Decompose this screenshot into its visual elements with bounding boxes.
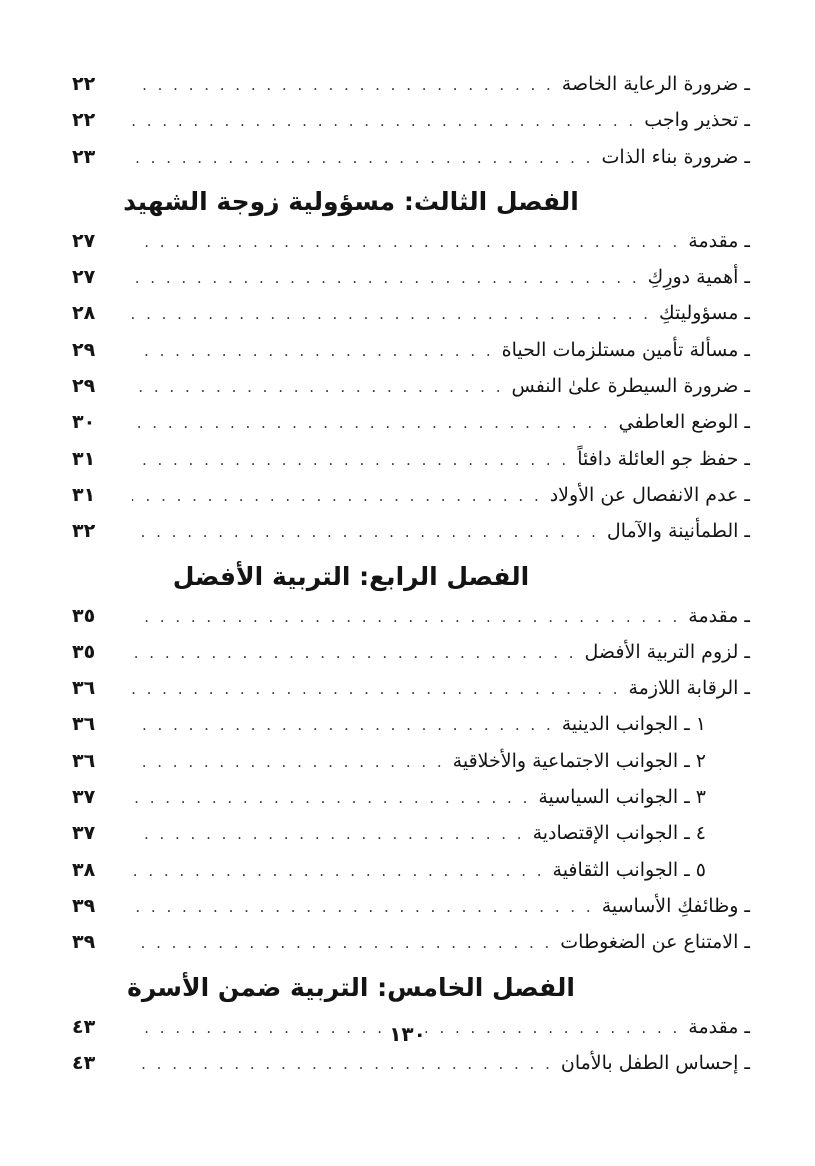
toc-entry-page: ٣٧	[72, 786, 96, 809]
toc-entry	[72, 670, 750, 706]
toc-entry	[72, 1045, 750, 1081]
dot-leader	[132, 599, 680, 635]
toc-entry	[72, 223, 750, 259]
dot-leader	[132, 103, 636, 139]
dot-leader	[132, 224, 680, 260]
toc-group	[72, 706, 750, 887]
dot-leader	[132, 671, 621, 707]
toc-entry-page: ٢٧	[72, 229, 96, 252]
toc-entry-page: ٣١	[72, 483, 96, 506]
toc-entry	[72, 404, 750, 440]
toc-entry-page: ٢٩	[72, 375, 96, 398]
dot-leader	[132, 405, 611, 441]
dot-leader	[132, 442, 569, 478]
chapter-heading: الفصل الثالث: مسؤولية زوجة الشهيد	[123, 186, 579, 216]
toc-entry-page: ٣٠	[72, 411, 96, 434]
dot-leader	[132, 478, 542, 514]
toc-entry	[72, 332, 750, 368]
toc-entry-page: ٣٥	[72, 640, 96, 663]
dot-leader	[132, 853, 545, 889]
toc-entry-page: ٣٦	[72, 677, 96, 700]
table-of-contents	[72, 66, 750, 1081]
toc-entry-title: ـ الرقابة اللازمة	[628, 677, 750, 700]
toc-entry-title: ـ إحساس الطفل بالأمان	[560, 1051, 750, 1074]
toc-entry-page: ٢٨	[72, 302, 96, 325]
toc-entry-title: ـ مقدمة	[688, 229, 750, 252]
toc-entry-title: ـ ضرورة بناء الذات	[601, 145, 750, 168]
toc-group	[72, 223, 750, 550]
toc-entry	[72, 598, 750, 634]
toc-entry	[72, 743, 750, 779]
toc-entry-page: ٣٩	[72, 894, 96, 917]
toc-entry	[72, 924, 750, 960]
toc-entry-title: ـ حفظ جو العائلة دافئاً	[577, 447, 750, 470]
chapter-heading: الفصل الخامس: التربية ضمن الأسرة	[127, 972, 575, 1002]
toc-entry	[72, 634, 750, 670]
page-number: ١٣٠	[389, 1022, 426, 1046]
toc-entry	[72, 706, 750, 742]
dot-leader	[132, 816, 525, 852]
toc-entry-page: ٢٧	[72, 266, 96, 289]
toc-entry	[72, 888, 750, 924]
toc-entry-page: ٢٢	[72, 73, 96, 95]
toc-entry-title: ـ عدم الانفصال عن الأولاد	[549, 483, 750, 506]
toc-entry	[72, 102, 750, 138]
toc-group	[72, 888, 750, 961]
chapter-heading: الفصل الرابع: التربية الأفضل	[172, 561, 530, 591]
toc-entry	[72, 779, 750, 815]
toc-entry-title: ٣ ـ الجوانب السياسية	[538, 786, 706, 809]
toc-entry	[72, 513, 750, 549]
toc-entry	[72, 295, 750, 331]
toc-entry-title: ـ لزوم التربية الأفضل	[584, 640, 750, 663]
dot-leader	[132, 514, 599, 550]
toc-entry-page: ٢٩	[72, 338, 96, 361]
dot-leader	[132, 369, 503, 405]
toc-group	[72, 598, 750, 707]
toc-entry	[72, 852, 750, 888]
toc-entry	[72, 368, 750, 404]
toc-entry-title: ـ وظائفكِ الأساسية	[601, 894, 750, 917]
dot-leader	[132, 780, 530, 816]
dot-leader	[132, 889, 594, 925]
toc-entry-title: ـ مقدمة	[688, 604, 750, 627]
toc-entry-title: ـ ضرورة السيطرة علىٰ النفس	[511, 375, 750, 398]
toc-entry	[72, 815, 750, 851]
toc-entry-title: ـ مسألة تأمين مستلزمات الحياة	[501, 338, 750, 361]
toc-entry	[72, 259, 750, 295]
toc-entry-title: ـ مقدمة	[688, 1015, 750, 1038]
toc-entry	[72, 477, 750, 513]
dot-leader	[132, 140, 593, 176]
toc-entry-title: ـ الامتناع عن الضغوطات	[560, 931, 750, 954]
toc-entry-page: ٣٩	[72, 931, 96, 954]
dot-leader	[132, 925, 552, 961]
toc-entry-title: ـ الطمأنينة والآمال	[606, 520, 750, 543]
toc-entry-page: ٢٣	[72, 145, 96, 168]
dot-leader	[132, 1046, 553, 1082]
toc-entry-title: ـ ضرورة الرعاية الخاصة	[561, 73, 750, 95]
toc-entry-page: ٣٧	[72, 822, 96, 845]
toc-entry-title: ٥ ـ الجوانب الثقافية	[552, 858, 706, 881]
toc-entry-title: ١ ـ الجوانب الدينية	[561, 713, 706, 736]
toc-entry-title: ٢ ـ الجوانب الاجتماعية والأخلاقية	[452, 749, 706, 772]
dot-leader	[132, 67, 554, 103]
toc-entry-page: ٤٣	[72, 1051, 96, 1074]
toc-entry-page: ٣٦	[72, 713, 96, 736]
toc-entry-page: ٤٣	[72, 1015, 96, 1038]
toc-entry-title: ـ أهمية دورِكِ	[647, 266, 750, 289]
toc-entry-page: ٢٢	[72, 109, 96, 132]
toc-entry-page: ٣١	[72, 447, 96, 470]
toc-entry	[72, 139, 750, 175]
dot-leader	[132, 296, 651, 332]
dot-leader	[132, 744, 445, 780]
toc-entry-title: ـ مسؤوليتكِ	[659, 302, 750, 325]
dot-leader	[132, 635, 577, 671]
toc-entry	[72, 441, 750, 477]
toc-entry-page: ٣٢	[72, 520, 96, 543]
toc-entry-page: ٣٦	[72, 749, 96, 772]
toc-entry-page: ٣٨	[72, 858, 96, 881]
dot-leader	[132, 333, 494, 369]
toc-entry	[72, 66, 750, 102]
toc-entry-title: ـ الوضع العاطفي	[618, 411, 750, 434]
toc-entry-title: ٤ ـ الجوانب الإقتصادية	[532, 822, 706, 845]
toc-entry-title: ـ تحذير واجب	[644, 109, 750, 132]
toc-entry-page: ٣٥	[72, 604, 96, 627]
dot-leader	[132, 260, 640, 296]
dot-leader	[132, 707, 554, 743]
toc-group	[72, 66, 750, 175]
